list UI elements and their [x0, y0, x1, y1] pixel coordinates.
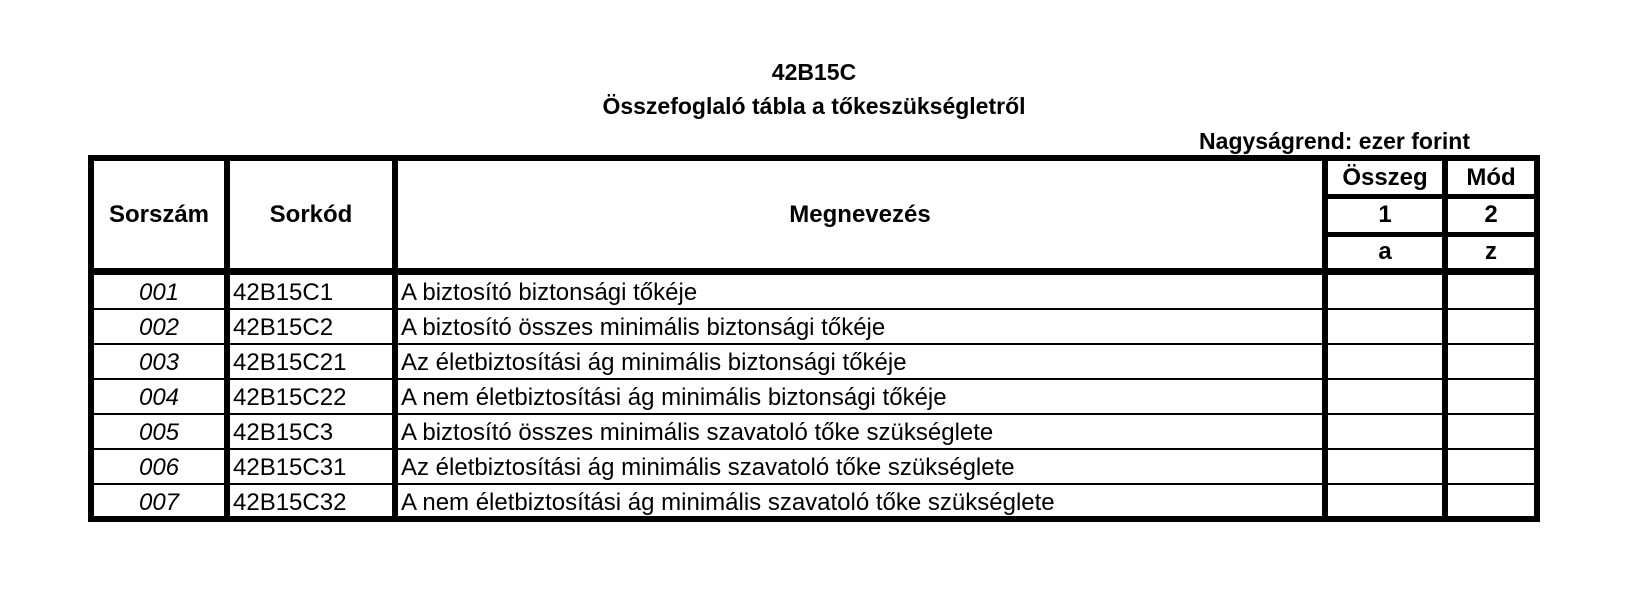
header-mod-number: 2 [1484, 201, 1498, 228]
page-title: Összefoglaló tábla a tőkeszükségletről [602, 93, 1026, 119]
header-separator [88, 268, 1540, 275]
form-code: 42B15C [771, 59, 857, 85]
header-mod-letter: z [1485, 238, 1497, 265]
header-osszeg-number: 1 [1378, 201, 1392, 228]
row-name: A biztosító biztonsági tőkéje [401, 279, 698, 306]
header-osszeg: Összeg [1342, 164, 1428, 191]
header-megnevezes: Megnevezés [789, 201, 931, 228]
header-divider [1328, 194, 1540, 199]
row-number: 007 [138, 489, 180, 516]
row-name: A biztosító összes minimális szavatoló tőke szükséglete [401, 419, 994, 446]
header-osszeg-letter: a [1378, 238, 1392, 265]
header-divider [1328, 232, 1540, 237]
row-number: 004 [138, 384, 180, 411]
row-code: 42B15C32 [233, 489, 347, 516]
row-code: 42B15C2 [233, 314, 334, 341]
row-code: 42B15C31 [233, 454, 347, 481]
unit-label: Nagyságrend: ezer forint [1199, 128, 1470, 154]
row-name: A nem életbiztosítási ág minimális biztonsági tőkéje [401, 384, 947, 411]
row-name: A nem életbiztosítási ág minimális szavatoló tőke szükséglete [401, 489, 1055, 516]
header-mod: Mód [1466, 164, 1516, 191]
row-number: 003 [138, 349, 180, 376]
row-name: Az életbiztosítási ág minimális szavatoló tőke szükséglete [401, 454, 1015, 481]
row-name: A biztosító összes minimális biztonsági tőkéje [401, 314, 886, 341]
header-sorkod: Sorkód [269, 201, 353, 228]
row-code: 42B15C3 [233, 419, 334, 446]
row-code: 42B15C22 [233, 384, 347, 411]
header-sorszam: Sorszám [108, 201, 210, 228]
row-number: 001 [138, 279, 180, 306]
row-number: 002 [138, 314, 180, 341]
row-number: 005 [138, 419, 180, 446]
row-code: 42B15C1 [233, 279, 334, 306]
row-code: 42B15C21 [233, 349, 347, 376]
row-name: Az életbiztosítási ág minimális biztonsági tőkéje [401, 349, 907, 376]
row-number: 006 [138, 454, 180, 481]
